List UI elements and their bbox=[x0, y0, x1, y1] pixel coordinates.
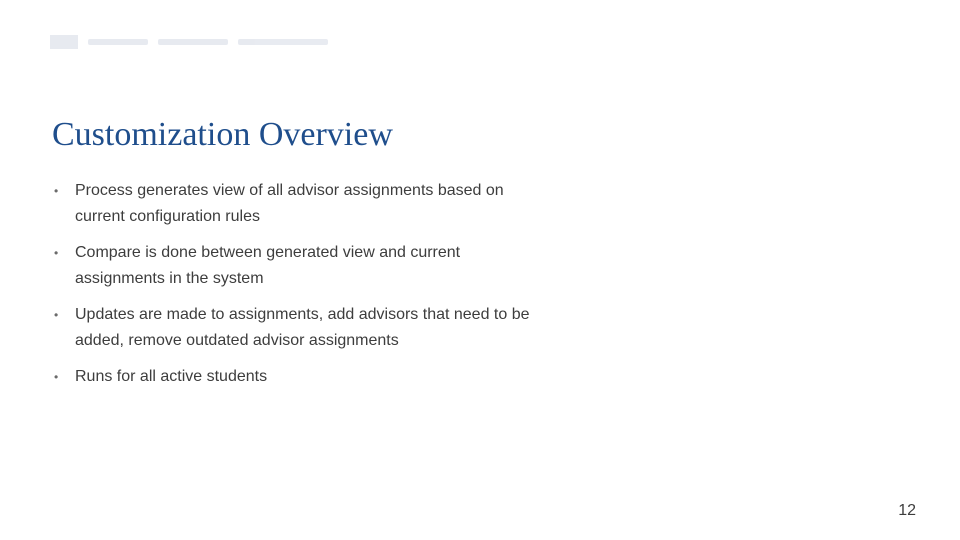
bullet-icon: • bbox=[54, 370, 59, 384]
bullet-text: Process generates view of all advisor assignments based on current configuration rules bbox=[75, 182, 504, 225]
logo-mark-icon bbox=[50, 35, 78, 49]
logo-wordmark-bar bbox=[238, 39, 328, 45]
bullet-item bbox=[54, 178, 554, 230]
bullet-icon: • bbox=[54, 308, 59, 322]
header-logo bbox=[50, 34, 380, 50]
bullet-icon: • bbox=[54, 246, 59, 260]
bullet-item bbox=[54, 302, 554, 354]
bullet-item bbox=[54, 364, 554, 390]
bullet-list bbox=[54, 178, 554, 400]
bullet-text: Compare is done between generated view and current assignments in the system bbox=[75, 244, 461, 287]
bullet-item bbox=[54, 240, 554, 292]
slide-title: Customization Overview bbox=[52, 116, 393, 153]
logo-wordmark-bar bbox=[158, 39, 228, 45]
page-number: 12 bbox=[898, 502, 916, 519]
bullet-icon: • bbox=[54, 184, 59, 198]
logo-wordmark-bar bbox=[88, 39, 148, 45]
bullet-text: Runs for all active students bbox=[75, 368, 268, 385]
bullet-text: Updates are made to assignments, add advisors that need to be added, remove outdated advisor assignments bbox=[75, 306, 530, 349]
